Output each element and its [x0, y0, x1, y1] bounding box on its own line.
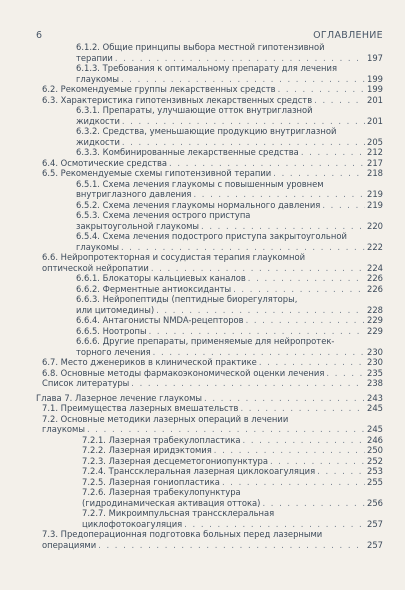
toc-entry-text: глаукомы — [76, 73, 119, 84]
toc-entry[interactable] — [36, 414, 383, 435]
toc-entry-text: 6.2. Рекомендуемые группы лекарственных средств — [42, 84, 276, 94]
toc-page-number: 245 — [367, 424, 383, 434]
toc-entry[interactable] — [36, 336, 383, 357]
dot-leader — [131, 378, 365, 389]
toc-entry[interactable] — [36, 315, 383, 326]
toc-entry-line — [76, 137, 383, 148]
dot-leader — [233, 284, 365, 295]
toc-entry[interactable] — [36, 42, 383, 63]
toc-entry-line — [42, 252, 383, 263]
toc-page-number: 212 — [367, 147, 383, 157]
dot-leader — [193, 189, 365, 200]
toc-entry-line — [82, 456, 383, 467]
toc-entry[interactable] — [36, 168, 383, 179]
toc-page-number: 219 — [367, 189, 383, 199]
toc-entry-text: 6.7. Место дженериков в клинической практике — [42, 357, 257, 367]
toc-entry[interactable] — [36, 477, 383, 488]
toc-entry-line — [42, 84, 383, 95]
toc-entry-text: 6.6.3. Нейропептиды (пептидные биорегуляторы, — [76, 294, 298, 304]
toc-entry-line — [82, 445, 383, 456]
toc-page-number: 199 — [367, 73, 383, 84]
toc-entry-line — [76, 242, 383, 253]
toc-page-number: 229 — [367, 315, 383, 325]
dot-leader — [156, 305, 365, 316]
dot-leader — [98, 540, 365, 551]
toc-entry-line — [36, 393, 383, 404]
toc-entry-text: 7.2.1. Лазерная трабекулопластика — [82, 434, 241, 445]
dot-leader — [184, 519, 365, 530]
toc-entry[interactable] — [36, 252, 383, 273]
toc-entry-text: 6.8. Основные методы фармакоэкономической оценки лечения — [42, 367, 325, 378]
dot-leader — [201, 221, 365, 232]
toc-entry-line — [42, 95, 383, 106]
toc-entry[interactable] — [36, 487, 383, 508]
toc-entry-line — [76, 284, 383, 295]
dot-leader — [151, 263, 365, 274]
toc-entry-line — [76, 105, 383, 116]
toc-entry[interactable] — [36, 63, 383, 84]
toc-entry[interactable] — [36, 210, 383, 231]
toc-entry[interactable] — [36, 508, 383, 529]
toc-entry-text: Глава 7. Лазерное лечение глаукомы — [36, 392, 203, 403]
toc-entry[interactable] — [36, 529, 383, 550]
toc-entry[interactable] — [36, 95, 383, 106]
toc-page-number: 217 — [367, 157, 383, 168]
toc-entry-line — [76, 126, 383, 137]
dot-leader — [248, 273, 365, 284]
toc-entry-line — [76, 74, 383, 85]
toc-entry-line — [82, 487, 383, 498]
toc-page-number: 199 — [367, 84, 383, 94]
toc-entry-text: 6.5.1. Схема лечения глаукомы с повышенным уровнем — [76, 178, 324, 189]
toc-entry-line — [76, 315, 383, 326]
toc-entry[interactable] — [36, 357, 383, 368]
toc-entry-line — [76, 336, 383, 347]
toc-entry-text: 6.6.4. Антагонисты NMDA-рецепторов — [76, 315, 244, 325]
toc-entry-line — [42, 529, 383, 540]
dot-leader — [317, 466, 365, 477]
toc-entry[interactable] — [36, 147, 383, 158]
toc-entry-text: 6.6.1. Блокаторы кальциевых каналов — [76, 273, 246, 283]
toc-entry-text: 7.2.3. Лазерная десцеметогониопунктура — [82, 455, 268, 466]
toc-page-number: 219 — [367, 199, 383, 210]
toc-entry-text: или цитомедины) — [76, 304, 155, 315]
toc-entry-line — [42, 158, 383, 169]
toc-page-number: 220 — [367, 220, 383, 231]
toc-entry-text: 6.3.1. Препараты, улучшающие отток внутриглазной — [76, 105, 313, 115]
toc-page-number: 228 — [367, 304, 383, 315]
toc-entry[interactable] — [36, 445, 383, 456]
toc-page-number: 218 — [367, 168, 383, 178]
dot-leader — [278, 84, 365, 95]
toc-entry[interactable] — [36, 84, 383, 95]
toc-entry-line — [76, 116, 383, 127]
toc-page-number: 201 — [367, 115, 383, 126]
toc-entry-line — [76, 326, 383, 337]
toc-entry-text: 7.2. Основные методики лазерных операций в лечении — [42, 413, 289, 424]
toc-entry-text: 6.3.3. Комбинированные лекарственные средства — [76, 147, 299, 157]
dot-leader — [122, 137, 365, 148]
dot-leader — [149, 326, 365, 337]
toc-entry-line — [76, 179, 383, 190]
toc-entry-text: 6.5.2. Схема лечения глаукомы нормального давления — [76, 199, 321, 210]
toc-entry-line — [76, 231, 383, 242]
toc-entry-line — [42, 414, 383, 425]
toc-entry[interactable] — [36, 179, 383, 200]
toc-entry-text: 6.3. Характеристика гипотензивных лекарственных средств — [42, 94, 313, 105]
toc-entry-line — [42, 540, 383, 551]
toc-entry-line — [42, 378, 383, 389]
toc-entry[interactable] — [36, 231, 383, 252]
toc-entry[interactable] — [36, 200, 383, 211]
toc-entry-line — [76, 347, 383, 358]
toc-entry-text: глаукомы — [42, 424, 85, 434]
dot-leader — [259, 357, 365, 368]
table-of-contents — [36, 42, 383, 550]
toc-page-number: 257 — [367, 539, 383, 550]
toc-page-number: 243 — [367, 392, 383, 403]
toc-entry-text: Список литературы — [42, 378, 130, 388]
toc-entry-text: глаукомы — [76, 241, 119, 252]
dot-leader — [240, 403, 365, 414]
toc-page-number: 238 — [367, 378, 383, 388]
toc-entry[interactable] — [36, 326, 383, 337]
dot-leader — [322, 200, 365, 211]
toc-entry-text: 6.1.2. Общие принципы выбора местной гипотензивной — [76, 42, 325, 52]
dot-leader — [270, 456, 365, 467]
toc-page-number: 235 — [367, 367, 383, 378]
toc-entry-line — [42, 403, 383, 414]
toc-page-number: 230 — [367, 346, 383, 357]
toc-entry-text: закрытоугольной глаукомы — [76, 220, 200, 231]
toc-page-number: 253 — [367, 466, 383, 476]
toc-page-number: 222 — [367, 241, 383, 252]
toc-entry-text: 7.3. Предоперационная подготовка больных перед лазерными — [42, 529, 323, 539]
dot-leader — [326, 368, 365, 379]
toc-entry-line — [76, 200, 383, 211]
toc-page-number: 252 — [367, 455, 383, 466]
toc-page-number: 255 — [367, 476, 383, 487]
dot-leader — [243, 435, 365, 446]
toc-entry-text: 6.5.3. Схема лечения острого приступа — [76, 210, 251, 220]
toc-entry-line — [76, 221, 383, 232]
toc-entry-line — [76, 273, 383, 284]
toc-entry-text: жидкости — [76, 136, 120, 147]
toc-entry-text: (гидродинамическая активация оттока) — [82, 497, 261, 508]
toc-entry-line — [82, 519, 383, 530]
toc-entry[interactable] — [36, 466, 383, 477]
toc-page-number: 226 — [367, 283, 383, 294]
toc-page-number: 205 — [367, 136, 383, 147]
toc-entry-line — [76, 294, 383, 305]
dot-leader — [214, 445, 365, 456]
toc-entry-text: 7.2.5. Лазерная гониопластика — [82, 476, 220, 487]
toc-entry[interactable] — [36, 158, 383, 169]
dot-leader — [222, 477, 365, 488]
toc-entry-text: внутриглазного давления — [76, 189, 192, 199]
toc-entry-line — [42, 263, 383, 274]
toc-entry-text: 6.6.6. Другие препараты, применяемые для нейропротек- — [76, 336, 335, 346]
dot-leader — [262, 498, 365, 509]
toc-page-number: 229 — [367, 325, 383, 336]
section-title: ОГЛАВЛЕНИЕ — [313, 30, 383, 41]
dot-leader — [153, 347, 365, 358]
toc-page-number: 230 — [367, 357, 383, 367]
toc-page-number: 250 — [367, 445, 383, 455]
dot-leader — [314, 95, 365, 106]
dot-leader — [87, 424, 365, 435]
toc-entry-text: торного лечения — [76, 346, 151, 357]
toc-entry[interactable] — [36, 284, 383, 295]
dot-leader — [273, 168, 365, 179]
toc-entry-line — [82, 477, 383, 488]
dot-leader — [169, 158, 365, 169]
toc-entry-line — [76, 189, 383, 200]
toc-page-number: 246 — [367, 434, 383, 445]
dot-leader — [246, 315, 365, 326]
toc-entry-line — [42, 368, 383, 379]
toc-entry[interactable] — [36, 435, 383, 446]
toc-entry[interactable] — [36, 294, 383, 315]
dot-leader — [121, 74, 365, 85]
toc-page-number: 257 — [367, 518, 383, 529]
toc-entry-line — [42, 357, 383, 368]
toc-entry[interactable] — [36, 378, 383, 389]
toc-entry-text: циклофотокоагуляция — [82, 518, 183, 529]
toc-entry-line — [42, 168, 383, 179]
toc-entry-text: 7.2.6. Лазерная трабекулопунктура — [82, 487, 241, 497]
toc-page-number: 245 — [367, 403, 383, 413]
dot-leader — [115, 53, 365, 64]
toc-entry[interactable] — [36, 273, 383, 284]
toc-entry-text: оптической нейропатии — [42, 262, 149, 273]
toc-entry-text: 6.3.2. Средства, уменьшающие продукцию внутриглазной — [76, 126, 337, 136]
dot-leader — [204, 393, 365, 404]
toc-entry-text: 7.2.4. Транссклеральная лазерная циклокоагуляция — [82, 466, 316, 476]
toc-entry-text: 6.1.3. Требования к оптимальному препарату для лечения — [76, 63, 338, 73]
toc-entry-line — [82, 466, 383, 477]
toc-entry-line — [82, 508, 383, 519]
toc-entry-line — [76, 63, 383, 74]
toc-entry-text: 7.1. Преимущества лазерных вмешательств — [42, 403, 239, 413]
toc-entry-text: 6.5. Рекомендуемые схемы гипотензивной терапии — [42, 168, 272, 178]
toc-entry-line — [82, 435, 383, 446]
toc-entry-text: 7.2.7. Микроимпульсная транссклеральная — [82, 508, 275, 518]
toc-entry-text: 6.6.2. Ферментные антиоксиданты — [76, 283, 232, 294]
toc-page-number: 256 — [367, 497, 383, 508]
toc-entry-text: терапии — [76, 52, 113, 63]
toc-entry-line — [76, 305, 383, 316]
toc-entry-text: 6.5.4. Схема лечения подострого приступа закрытоугольной — [76, 231, 347, 241]
toc-page-number: 201 — [367, 94, 383, 105]
toc-entry-line — [82, 498, 383, 509]
toc-entry[interactable] — [36, 456, 383, 467]
dot-leader — [122, 116, 365, 127]
toc-entry[interactable] — [36, 126, 383, 147]
toc-entry-text: операциями — [42, 539, 97, 550]
toc-entry-line — [76, 147, 383, 158]
dot-leader — [121, 242, 365, 253]
toc-entry-text: 6.6. Нейропротекторная и сосудистая терапия глаукомной — [42, 252, 306, 262]
toc-entry-text: 6.4. Осмотические средства — [42, 157, 168, 168]
toc-entry[interactable] — [36, 403, 383, 414]
toc-entry-line — [42, 424, 383, 435]
toc-entry-line — [76, 53, 383, 64]
dot-leader — [301, 147, 365, 158]
page-number: 6 — [36, 30, 43, 41]
toc-page-number: 226 — [367, 273, 383, 283]
toc-entry-text: 7.2.2. Лазерная иридэктомия — [82, 445, 212, 455]
toc-entry-text: 6.6.5. Ноотропы — [76, 325, 147, 336]
toc-entry[interactable] — [36, 393, 383, 404]
toc-entry[interactable] — [36, 105, 383, 126]
toc-entry-line — [76, 210, 383, 221]
toc-entry-line — [76, 42, 383, 53]
toc-page-number: 224 — [367, 262, 383, 273]
toc-entry[interactable] — [36, 368, 383, 379]
toc-page-number: 197 — [367, 52, 383, 63]
toc-entry-text: жидкости — [76, 115, 120, 126]
